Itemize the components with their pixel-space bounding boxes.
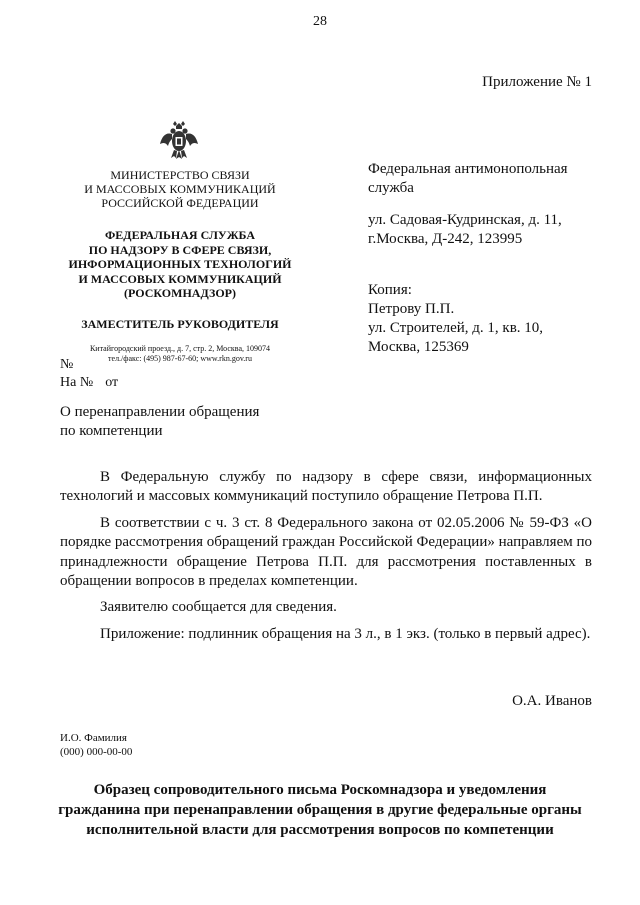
body-paragraph: Приложение: подлинник обращения на 3 л., в 1 экз. (только в первый адрес). <box>100 625 591 642</box>
page-number: 28 <box>313 14 327 29</box>
recipient-name: Федеральная антимонопольная служба <box>368 161 568 196</box>
copy-label: Копия: <box>368 282 412 298</box>
letter-subject: О перенаправлении обращения по компетенции <box>60 404 260 439</box>
body-paragraph: В соответствии с ч. 3 ст. 8 Федерального закона от 02.05.2006 № 59-ФЗ «О порядке рассмотрения обращений граждан Российской Федерации» направляем по принадлежности обращение Петрова П.П. для рассмотрения поставленных в обращении вопросов в пределах компетенции. <box>60 514 592 590</box>
appendix-label: Приложение № 1 <box>482 74 592 90</box>
sender-contacts: Китайгородский проезд., д. 7, стр. 2, Москва, 109074 тел./факс: (495) 987-67-60; www.rkn.gov.ru <box>89 343 271 363</box>
signature-name: О.А. Иванов <box>512 693 592 709</box>
sender-position: ЗАМЕСТИТЕЛЬ РУКОВОДИТЕЛЯ <box>81 316 279 331</box>
registration-fields <box>60 356 118 392</box>
service-name: ФЕДЕРАЛЬНАЯ СЛУЖБА ПО НАДЗОРУ В СФЕРЕ СВЯЗИ, ИНФОРМАЦИОННЫХ ТЕХНОЛОГИЙ И МАССОВЫХ КОММУНИКАЦИЙ (РОСКОМНАДЗОР) <box>68 228 292 300</box>
letter-body <box>60 468 592 651</box>
copy-name: Петрову П.П. <box>368 301 455 317</box>
sender-block <box>52 168 308 364</box>
copy-block: Копия: Петрову П.П. ул. Строителей, д. 1, кв. 10, Москва, 125369 <box>368 281 598 357</box>
reg-ref-label: На № <box>60 375 94 390</box>
body-paragraph: Заявителю сообщается для сведения. <box>100 599 337 616</box>
reg-number-label: № <box>60 357 74 372</box>
coat-of-arms-icon <box>158 120 200 162</box>
executor-block <box>60 731 132 759</box>
body-paragraph: В Федеральную службу по надзору в сфере связи, информационных технологий и массовых коммуникаций поступило обращение Петрова П.П. <box>60 469 592 505</box>
reg-from-label: от <box>105 375 119 390</box>
ministry-name: МИНИСТЕРСТВО СВЯЗИ И МАССОВЫХ КОММУНИКАЦИЙ РОССИЙСКОЙ ФЕДЕРАЦИИ <box>84 168 276 210</box>
executor-phone: (000) 000-00-00 <box>60 746 133 758</box>
document-caption: Образец сопроводительного письма Роскомнадзора и уведомления гражданина при перенаправлении обращения в другие федеральные органы исполнительной власти для рассмотрения вопросов по компетенции <box>58 782 582 838</box>
executor-name: И.О. Фамилия <box>60 732 127 744</box>
recipient-address: ул. Садовая-Кудринская, д. 11, г.Москва, Д-242, 123995 <box>368 212 562 247</box>
